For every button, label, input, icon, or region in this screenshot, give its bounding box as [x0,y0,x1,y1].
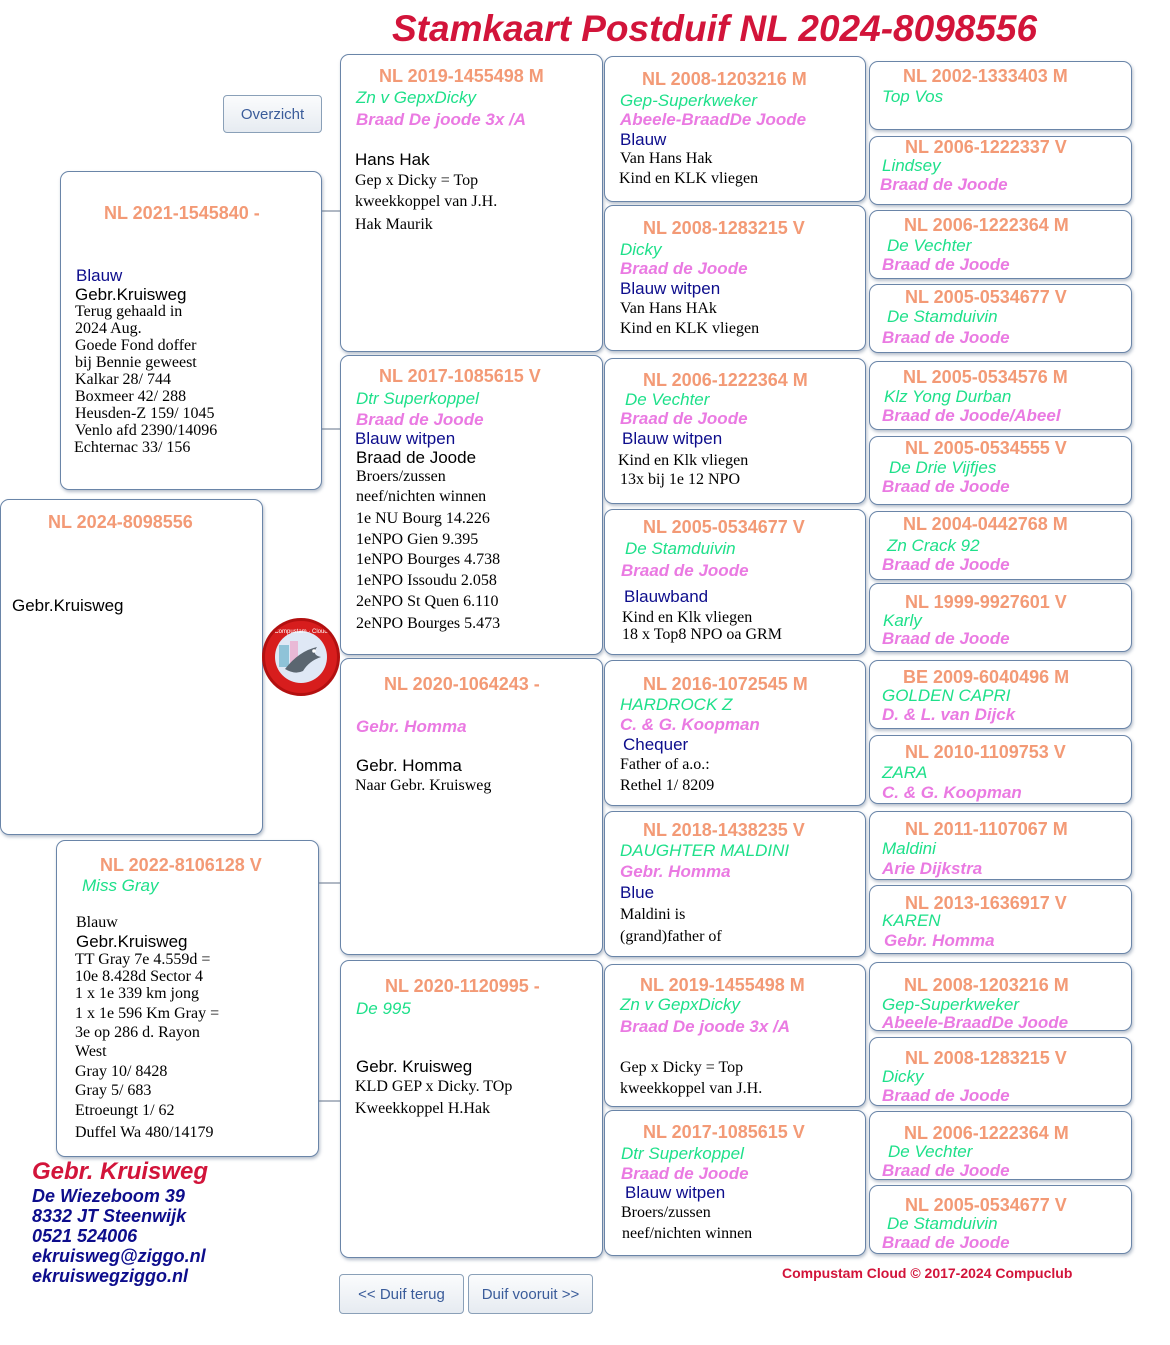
ancestor-card[interactable] [869,885,1132,954]
remark: Blauw [76,914,118,931]
ring-number: NL 2011-1107067 M [905,819,1068,839]
ancestor-card[interactable] [604,964,866,1107]
breeder: Braad De joode 3x /A [620,1017,791,1036]
remark: (grand)father of [620,928,722,945]
remark: 1eNPO Gien 9.395 [356,531,479,548]
ring-number: NL 2008-1283215 V [643,218,805,238]
remark: Father of a.o.: [620,756,710,773]
owner-address: De Wiezeboom 39 [32,1186,185,1206]
ancestor-card[interactable] [604,660,866,806]
ancestor-card[interactable] [869,811,1132,880]
ring-number: NL 2022-8106128 V [100,855,262,875]
breeder: Braad de Joode/Abeel [882,406,1061,425]
breeder: Braad de Joode [882,477,1010,496]
remark: Venlo afd 2390/14096 [75,422,218,439]
remark: Echternac 33/ 156 [74,439,191,456]
ancestor-card[interactable] [869,361,1132,430]
owner: Hans Hak [355,150,430,169]
pigeon-name: Gep-Superkweker [882,995,1020,1014]
remark: 2eNPO St Quen 6.110 [356,593,499,610]
owner-email[interactable]: ekruisweg@ziggo.nl [32,1246,206,1266]
owner: Gebr. Kruisweg [356,1057,473,1076]
breeder: D. & L. van Dijck [882,705,1016,724]
connector-line [320,210,342,212]
remark: Boxmeer 42/ 288 [75,388,187,405]
color: Chequer [623,735,689,754]
ring-number: NL 2004-0442768 M [903,514,1068,534]
overview-button[interactable]: Overzicht [223,95,322,133]
ancestor-card[interactable] [604,56,866,202]
breeder: Braad de Joode [620,259,748,278]
breeder: Braad de Joode [882,555,1010,574]
ring-number: NL 2005-0534677 V [905,1195,1067,1215]
breeder: Braad de Joode [882,1086,1010,1105]
color: Blauw witpen [622,429,723,448]
remark: Gray 5/ 683 [75,1082,152,1099]
ancestor-card[interactable] [604,358,866,504]
ancestor-card[interactable] [869,1185,1132,1254]
remark: Kind en KLK vliegen [620,320,760,337]
pigeon-name: HARDROCK Z [620,695,733,714]
pigeon-name: KAREN [882,911,941,930]
remark: Goede Fond doffer [75,337,197,354]
pigeon-name: ZARA [882,763,928,782]
remark: 18 x Top8 NPO oa GRM [622,626,782,643]
page-title: Stamkaart Postduif NL 2024-8098556 [392,8,1038,49]
ancestor-card[interactable] [869,61,1132,130]
breeder: Braad de Joode [882,1161,1010,1180]
ancestor-card[interactable] [869,660,1132,729]
remark: Etroeungt 1/ 62 [75,1102,175,1119]
pigeon-name: Dtr Superkoppel [621,1144,744,1163]
ring-number: NL 2020-1064243 - [384,674,540,694]
breeder: Arie Dijkstra [882,859,983,878]
color: Blauw witpen [620,279,721,298]
ancestor-card[interactable] [340,54,603,352]
pigeon-name: De Vechter [888,1142,973,1161]
color: Blauw witpen [355,429,456,448]
ring-number: NL 2020-1120995 - [385,976,540,996]
owner: Gebr.Kruisweg [76,932,188,951]
ring-number: NL 2005-0534677 V [643,517,805,537]
owner: Braad de Joode [356,448,477,467]
ring-number: NL 2019-1455498 M [379,66,544,86]
remark: TT Gray 7e 4.559d = [75,951,211,968]
ring-number: NL 2006-1222364 M [904,1123,1069,1143]
connector-line [318,1100,342,1102]
ancestor-card[interactable] [869,284,1132,353]
ancestor-card[interactable] [604,1110,866,1256]
ring-number: BE 2009-6040496 M [903,667,1070,687]
remark: kweekkoppel van J.H. [355,193,498,210]
ring-number: NL 2024-8098556 [48,512,193,532]
pigeon-name: Zn v GepxDicky [620,995,740,1014]
breeder: Braad de Joode [882,1233,1010,1252]
remark: Van Hans Hak [620,150,713,167]
color: Blauw witpen [625,1183,726,1202]
remark: Van Hans HAk [620,300,717,317]
remark: 1eNPO Bourges 4.738 [356,551,501,568]
remark: West [75,1043,107,1060]
pigeon-name: Dicky [620,240,662,259]
color: Blauw [620,130,667,149]
pigeon-name: Lindsey [882,156,941,175]
ring-number: NL 2019-1455498 M [640,975,805,995]
ring-number: NL 2016-1072545 M [643,674,808,694]
next-pigeon-button[interactable]: Duif vooruit >> [468,1274,593,1314]
owner: Gebr.Kruisweg [12,596,124,615]
remark: Naar Gebr. Kruisweg [355,777,492,794]
remark: 2024 Aug. [75,320,142,337]
ring-number: NL 2005-0534555 V [905,438,1067,458]
pigeon-logo-icon [262,618,340,696]
breeder: Abeele-BraadDe Joode [882,1013,1069,1031]
pigeon-name: De Vechter [625,390,710,409]
ring-number: NL 2005-0534677 V [905,287,1067,307]
breeder: Braad de Joode [621,1164,749,1183]
remark: Duffel Wa 480/14179 [75,1124,214,1141]
pigeon-name: Dtr Superkoppel [356,389,479,408]
ring-number: NL 2006-1222364 M [904,215,1069,235]
ancestor-card[interactable] [869,210,1132,279]
remark: Terug gehaald in [75,303,183,320]
ancestor-card[interactable] [340,355,603,655]
remark: 2eNPO Bourges 5.473 [356,615,501,632]
pigeon-name: Gep-Superkweker [620,91,758,110]
pigeon-name: De Stamduivin [887,1214,998,1233]
pigeon-name: De Drie Vijfjes [889,458,997,477]
remark: neef/nichten winnen [356,488,487,505]
remark: Kweekkoppel H.Hak [355,1100,491,1117]
ancestor-card[interactable] [869,962,1132,1031]
pigeon-name: DAUGHTER MALDINI [620,841,790,860]
remark: Hak Maurik [355,216,433,233]
owner-contact [32,1158,208,1286]
breeder: Gebr. Homma [884,931,995,950]
ancestor-card[interactable] [869,136,1132,205]
owner-name: Gebr. Kruisweg [32,1158,209,1185]
breeder: Braad de Joode [620,409,748,428]
svg-text:Compustam · Cloud: Compustam · Cloud [274,629,328,635]
ring-number: NL 2017-1085615 V [379,366,541,386]
breeder: Gebr. Homma [356,717,467,736]
remark: 3e op 286 d. Rayon [75,1024,200,1041]
breeder: Braad de Joode [882,629,1010,648]
ancestor-card[interactable] [604,205,866,351]
remark: Broers/zussen [356,468,446,485]
breeder: Braad de Joode [882,255,1010,274]
pigeon-name: Zn Crack 92 [887,536,980,555]
ancestor-card[interactable] [340,960,603,1258]
ring-number: NL 2006-1222364 M [643,370,808,390]
ring-number: NL 2008-1283215 V [905,1048,1067,1068]
owner-website[interactable]: ekruiswegziggo.nl [32,1266,189,1286]
color: Blue [620,883,655,902]
ring-number: NL 2002-1333403 M [903,66,1068,86]
ancestor-card[interactable] [604,509,866,655]
remark: 13x bij 1e 12 NPO [620,471,740,488]
pigeon-name: De Stamduivin [625,539,736,558]
pigeon-name: De Stamduivin [887,307,998,326]
remark: Broers/zussen [621,1204,711,1221]
remark: bij Bennie geweest [75,354,197,371]
ancestor-card[interactable] [869,583,1132,652]
remark: Kalkar 28/ 744 [75,371,171,388]
remark: Kind en Klk vliegen [622,609,753,626]
ring-number: NL 2018-1438235 V [643,820,805,840]
owner-phone: 0521 524006 [32,1226,138,1246]
remark: Heusden-Z 159/ 1045 [75,405,215,422]
remark: neef/nichten winnen [622,1225,753,1242]
owner: Gebr.Kruisweg [75,285,187,304]
remark: Gep x Dicky = Top [620,1059,744,1076]
remark: 1eNPO Issoudu 2.058 [356,572,497,589]
remark: KLD GEP x Dicky. TOp [355,1078,513,1095]
remark: Kind en Klk vliegen [618,452,749,469]
subject-pigeon-card[interactable] [0,499,263,835]
ring-number: NL 2008-1203216 M [904,975,1069,995]
pigeon-name: Miss Gray [82,876,159,895]
breeder: C. & G. Koopman [882,783,1022,802]
ring-number: NL 2017-1085615 V [643,1122,805,1142]
ancestor-card[interactable] [869,511,1132,580]
ring-number: NL 1999-9927601 V [905,592,1067,612]
pigeon-name: Top Vos [882,87,944,106]
remark: kweekkoppel van J.H. [620,1080,763,1097]
remark: 1e NU Bourg 14.226 [356,510,490,527]
remark: Maldini is [620,906,686,923]
ring-number: NL 2008-1203216 M [642,69,807,89]
ring-number: NL 2021-1545840 - [104,203,260,223]
ancestor-card[interactable] [56,840,319,1157]
ring-number: NL 2013-1636917 V [905,893,1067,913]
ancestor-card[interactable] [60,171,322,490]
pigeon-name: Maldini [882,839,936,858]
ring-number: NL 2006-1222337 V [905,137,1067,157]
breeder: Braad de Joode [880,175,1008,194]
ancestor-card[interactable] [869,436,1132,505]
pigeon-name: Zn v GepxDicky [356,88,476,107]
ancestor-card[interactable] [869,735,1132,804]
remark: Gep x Dicky = Top [355,172,479,189]
owner-postal-city: 8332 JT Steenwijk [32,1206,187,1226]
ancestor-card[interactable] [340,658,603,955]
ring-number: NL 2005-0534576 M [903,367,1068,387]
owner: Gebr. Homma [356,756,462,775]
breeder: C. & G. Koopman [620,715,760,734]
pigeon-name: Karly [883,611,922,630]
connector-line [318,882,342,884]
remark: 1 x 1e 596 Km Gray = [75,1005,220,1022]
remark: Gray 10/ 8428 [75,1063,168,1080]
remark: 1 x 1e 339 km jong [75,985,199,1002]
breeder: Braad De joode 3x /A [356,110,527,129]
breeder: Gebr. Homma [620,862,731,881]
connector-line [320,428,342,430]
pigeon-name: Klz Yong Durban [884,387,1012,406]
breeder: Braad de Joode [356,410,484,429]
breeder: Abeele-BraadDe Joode [620,110,807,129]
pigeon-name: Dicky [882,1067,924,1086]
ancestor-card[interactable] [869,1111,1132,1180]
ancestor-card[interactable] [869,1037,1132,1106]
remark: 10e 8.428d Sector 4 [75,968,203,985]
remark: Kind en KLK vliegen [619,170,759,187]
copyright-footer: Compustam Cloud © 2017-2024 Compuclub [782,1265,1073,1281]
pigeon-name: De Vechter [887,236,972,255]
ring-number: NL 2010-1109753 V [905,742,1066,762]
previous-pigeon-button[interactable]: << Duif terug [339,1274,464,1314]
ancestor-card[interactable] [604,811,866,957]
color: Blauwband [624,587,709,606]
color: Blauw [76,266,123,285]
pigeon-name: De 995 [356,999,411,1018]
breeder: Braad de Joode [882,328,1010,347]
breeder: Braad de Joode [621,561,749,580]
pigeon-name: GOLDEN CAPRI [882,686,1011,705]
remark: Rethel 1/ 8209 [620,777,715,794]
